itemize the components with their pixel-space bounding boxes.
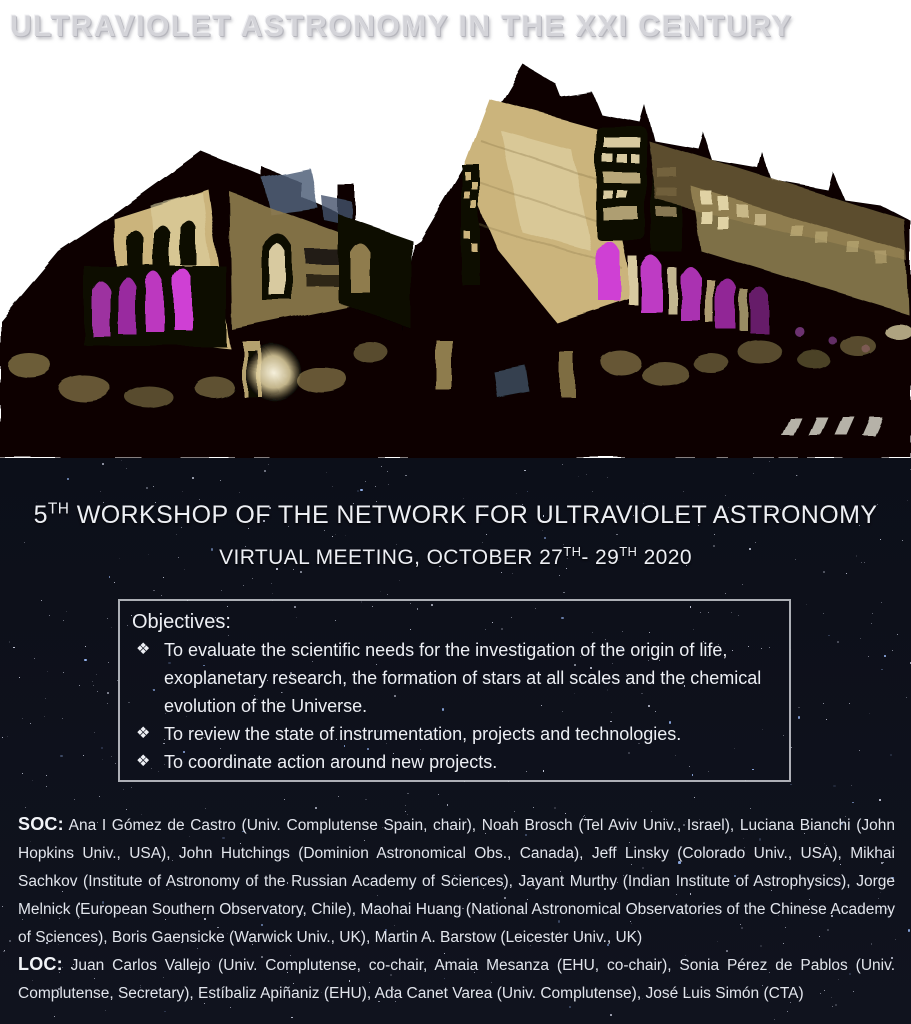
soc-paragraph: [18, 810, 895, 952]
meeting-sup2: TH: [619, 544, 638, 559]
objective-item: [132, 636, 777, 720]
meeting-line: [0, 546, 911, 570]
soc-members: Ana I Gómez de Castro (Univ. Complutense Spain, chair), Noah Brosch (Tel Aviv Univ., Israel), Luciana Bianchi (John Hopkins Univ., USA), John Hutchings (Dominion Astronomical Obs., Canada), Jeff Linsky (Colorado Univ., USA), Mikhai Sachkov (Institute of Astronomy of the Russian Academy of Sciences), Jayant Murthy (Indian Institute of Astrophysics), Jorge Melnick (European Southern Observatory, Chile), Maohai Huang (National Astronomical Observatories of the Chinese Academy of Sciences), Boris Gaensicke (Warwick Univ., UK), Martin A. Barstow (Leicester Univ., UK): [18, 817, 896, 946]
workshop-heading: [0, 501, 911, 530]
objective-item: [132, 720, 777, 748]
diamond-bullet-icon: ❖: [136, 753, 151, 770]
objective-text: To coordinate action around new projects.: [164, 752, 498, 772]
objective-item: [132, 748, 777, 776]
workshop-ordinal: TH: [47, 500, 70, 518]
workshop-number: 5: [33, 501, 48, 529]
meeting-part2: - 29: [581, 546, 620, 569]
loc-members: Juan Carlos Vallejo (Univ. Complutense, co-chair, Amaia Mesanza (EHU, co-chair), Sonia Pérez de Pablos (Univ. Complutense, Secretary), Estíbaliz Apiñaniz (EHU), Ada Canet Varea (Univ. Complutense), José Luis Simón (CTA): [18, 957, 895, 1002]
soc-label: SOC:: [18, 814, 64, 834]
objective-text: To evaluate the scientific needs for the investigation of the origin of life, exoplanetary research, the formation of stars at all scales and the chemical evolution of the Universe.: [164, 640, 762, 716]
objectives-list: [132, 636, 777, 776]
meeting-part3: 2020: [637, 546, 692, 569]
meeting-part1: VIRTUAL MEETING, OCTOBER 27: [219, 546, 564, 569]
loc-label: LOC:: [18, 954, 63, 974]
objectives-label: Objectives:: [132, 611, 231, 633]
diamond-bullet-icon: ❖: [136, 725, 151, 742]
workshop-heading-text: WORKSHOP OF THE NETWORK FOR ULTRAVIOLET ASTRONOMY: [69, 501, 878, 529]
diamond-bullet-icon: ❖: [136, 641, 151, 658]
objectives-box: [118, 599, 791, 782]
objective-text: To review the state of instrumentation, projects and technologies.: [164, 724, 682, 744]
meeting-sup1: TH: [563, 544, 582, 559]
loc-paragraph: [18, 950, 895, 1008]
poster-title: ULTRAVIOLET ASTRONOMY IN THE XXI CENTURY: [10, 10, 793, 43]
